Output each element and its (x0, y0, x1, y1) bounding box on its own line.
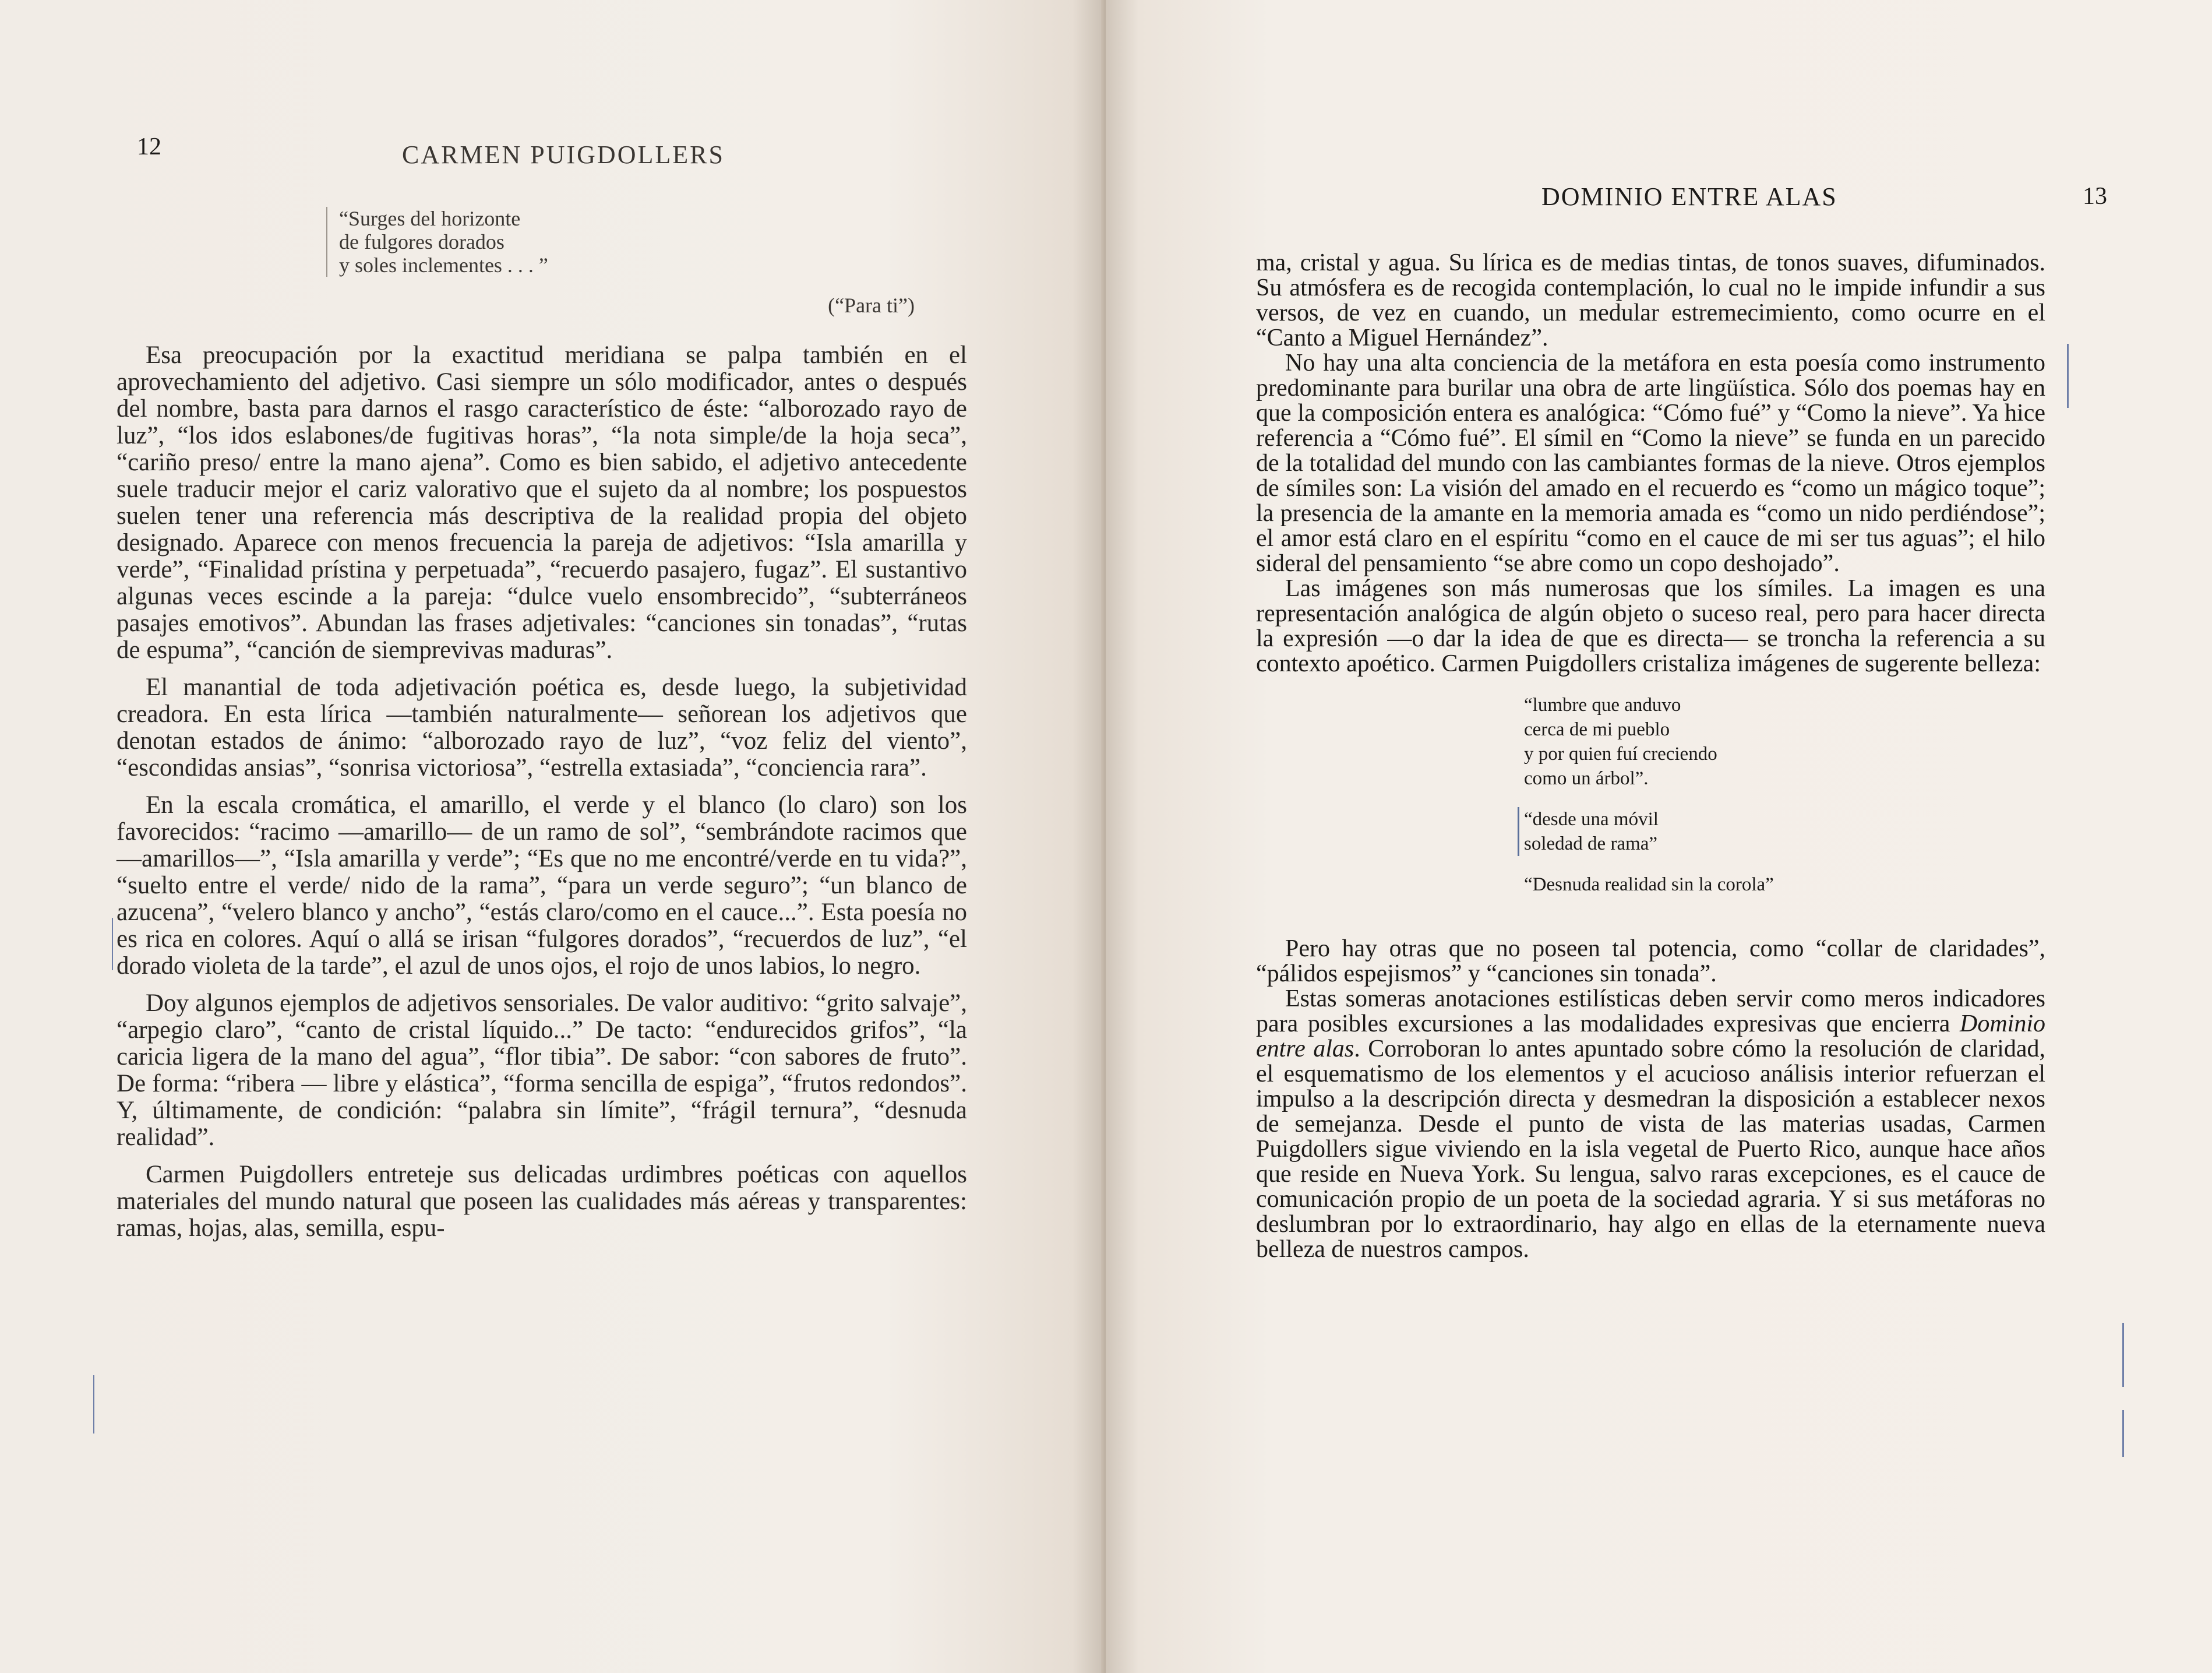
verse-line: “desde una móvil (1524, 809, 1659, 830)
pencil-margin-mark (93, 1375, 94, 1434)
book-title-italic: Dominio entre alas (1256, 1010, 2045, 1062)
pencil-margin-mark (2122, 1323, 2124, 1387)
verse-line: “lumbre que anduvo (1524, 695, 1681, 716)
page-number-left: 12 (137, 133, 161, 160)
verse-line: “Desnuda realidad sin la corola” (1524, 874, 1774, 895)
paragraph: En la escala cromática, el amarillo, el verde y el blanco (lo claro) son los favorecidos: “racimo —amarillo— de un ramo de sol”, “sembrándote racimos que —amarillos—”, “Isla amarilla y verde”; “Es que no me encontré/verde en tu vida?”, “suelto entre el verde/ nido de la rama”, “para un verde seguro”; “un blanco de azucena”, “velero blanco y ancho”, “estás claro/como en el cauce...”. Esta poesía no es rica en colores. Aquí o allá se irisan “fulgores dorados”, “recuerdos de luz”, “el dorado violeta de la tarde”, el azul de unos ojos, el rojo de unos labios, lo negro. (117, 791, 967, 980)
paragraph: Doy algunos ejemplos de adjetivos sensoriales. De valor auditivo: “grito salvaje”, “arpegio claro”, “canto de cristal líquido...” De tacto: “endurecidos grifos”, “la caricia ligera de la mano del agua”, “flor tibia”. De sabor: “con sabores de fruto”. De forma: “ribera — libre y elástica”, “forma sencilla de espiga”, “frutos redondos”. Y, últimamente, de condición: “palabra sin límite”, “frágil ternura”, “desnuda realidad”. (117, 989, 967, 1151)
left-body-text (117, 207, 967, 1252)
epigraph-attribution: (“Para ti”) (828, 294, 915, 317)
running-head-right: DOMINIO ENTRE ALAS (1541, 182, 1837, 211)
verse-line: soledad de rama” (1524, 833, 1658, 854)
paragraph: Esa preocupación por la exactitud meridiana se palpa también en el aprovechamiento del adjetivo. Casi siempre un sólo modificador, antes o después del nombre, basta para darnos el rasgo característico de éste: “alborozado rayo de luz”, “los idos eslabones/de fugitivas horas”, “la nota simple/de la hoja seca”, “cariño preso/ entre la mano ajena”. Como es bien sabido, el adjetivo antecedente suele traducir mejor el cariz valorativo que el sujeto da al nombre; los pospuestos suelen tener una referencia más descriptiva de la realidad propia del objeto designado. Aparece con menos frecuencia la pareja de adjetivos: “Isla amarilla y verde”, “Finalidad prístina y perpetuada”, “recuerdo pasajero, fugaz”. El sustantivo algunas veces escinde a la pareja: “dulce vuelo ensombrecido”, “subterráneos pasajes emotivos”. Abundan las frases adjetivales: “canciones sin tonadas”, “rutas de espuma”, “canción de siemprevivas maduras”. (117, 341, 967, 664)
quote-stanza (1524, 693, 2045, 791)
paragraph: No hay una alta conciencia de la metáfora en esta poesía como instrumento predominante para burilar una obra de arte lingüística. Sólo dos poemas hay en que la composición entera es analógica: “Cómo fué” y “Como la nieve”. Ya hice referencia a “Cómo fué”. El símil en “Como la nieve” se funda en un parecido de la totalidad del mundo con las cambiantes formas de la nieve. Otros ejemplos de símiles son: La visión del amado en el recuerdo es “como un mágico toque”; la presencia de la amante en la memoria amada es “como un nido perdiéndose”; el amor está claro en el espíritu “como en el cauce de mi ser tus aguas”; el hilo sideral del pensamiento “se abre como un copo deshojado”. (1256, 350, 2045, 577)
verse-line: como un árbol”. (1524, 768, 1649, 789)
pencil-margin-mark (112, 918, 113, 970)
pencil-margin-mark (2122, 1410, 2124, 1457)
paragraph: ma, cristal y agua. Su lírica es de medias tintas, de tonos suaves, difuminados. Su atmósfera es de recogida contemplación, lo cual no le impide infundir a sus versos, de vez en cuando, un medular estremecimiento, como ocurre en el “Canto a Miguel Hernández”. (1256, 249, 2045, 351)
pencil-margin-mark (2067, 344, 2069, 408)
epigraph (326, 207, 967, 277)
quote-stanza (1518, 807, 2045, 856)
paragraph: Pero hay otras que no poseen tal potencia, como “collar de claridades”, “pálidos espejismos” y “canciones sin tonada”. (1256, 935, 2045, 987)
closing-paragraph (1256, 987, 2045, 1262)
epigraph-line: “Surges del horizonte (339, 207, 521, 230)
epigraph-line: de fulgores dorados (339, 230, 505, 253)
verse-line: y por quien fuí creciendo (1524, 744, 1717, 765)
paragraph: Las imágenes son más numerosas que los símiles. La imagen es una representación analógica de algún objeto o suceso real, pero para hacer directa la expresión —o dar la idea de que es directa— se troncha la referencia a su contexto apoético. Carmen Puigdollers cristaliza imágenes de sugerente belleza: (1256, 575, 2045, 677)
epigraph-line: y soles inclementes . . . ” (339, 253, 548, 277)
verse-line: cerca de mi pueblo (1524, 719, 1670, 740)
page-number-right: 13 (2083, 183, 2107, 210)
paragraph: Carmen Puigdollers entreteje sus delicadas urdimbres poéticas con aquellos materiales del mundo natural que poseen las cualidades más aéreas y transparentes: ramas, hojas, alas, semilla, espu- (117, 1161, 967, 1242)
paragraph: El manantial de toda adjetivación poética es, desde luego, la subjetividad creadora. En esta lírica —también naturalmente— señorean los adjetivos que denotan estados de ánimo: “alborozado rayo de luz”, “voz feliz del viento”, “escondidas ansias”, “sonrisa victoriosa”, “estrella extasiada”, “conciencia rara”. (117, 674, 967, 781)
quote-stanza (1524, 872, 2045, 897)
quoted-verses (1524, 693, 2045, 897)
closing-text-part: Estas someras anotaciones estilísticas deben servir como meros indicadores para posibles excursiones a las modalidades expresivas que encierra (1256, 985, 2045, 1037)
spacer (1256, 913, 2045, 936)
right-body-text (1256, 251, 2045, 1262)
closing-text-part: . Corroboran lo antes apuntado sobre cómo la resolución de claridad, el esquematismo de los elementos y el acucioso análisis interior refuerzan el impulso a la descripción directa y desmedran la disposición a establecer nexos de semejanza. Desde el punto de vista de las materias usadas, Carmen Puigdollers sigue viviendo en la isla vegetal de Puerto Rico, aunque hace años que reside en Nueva York. Su lengua, salvo raras excepciones, es el cauce de comunicación propio de un poeta de la sociedad agraria. Y si sus metáforas no deslumbran por lo extraordinario, hay algo en ellas de la eternamente nueva belleza de nuestros campos. (1256, 1036, 2045, 1263)
running-head-left: CARMEN PUIGDOLLERS (402, 140, 725, 169)
right-page (1106, 0, 2212, 1673)
